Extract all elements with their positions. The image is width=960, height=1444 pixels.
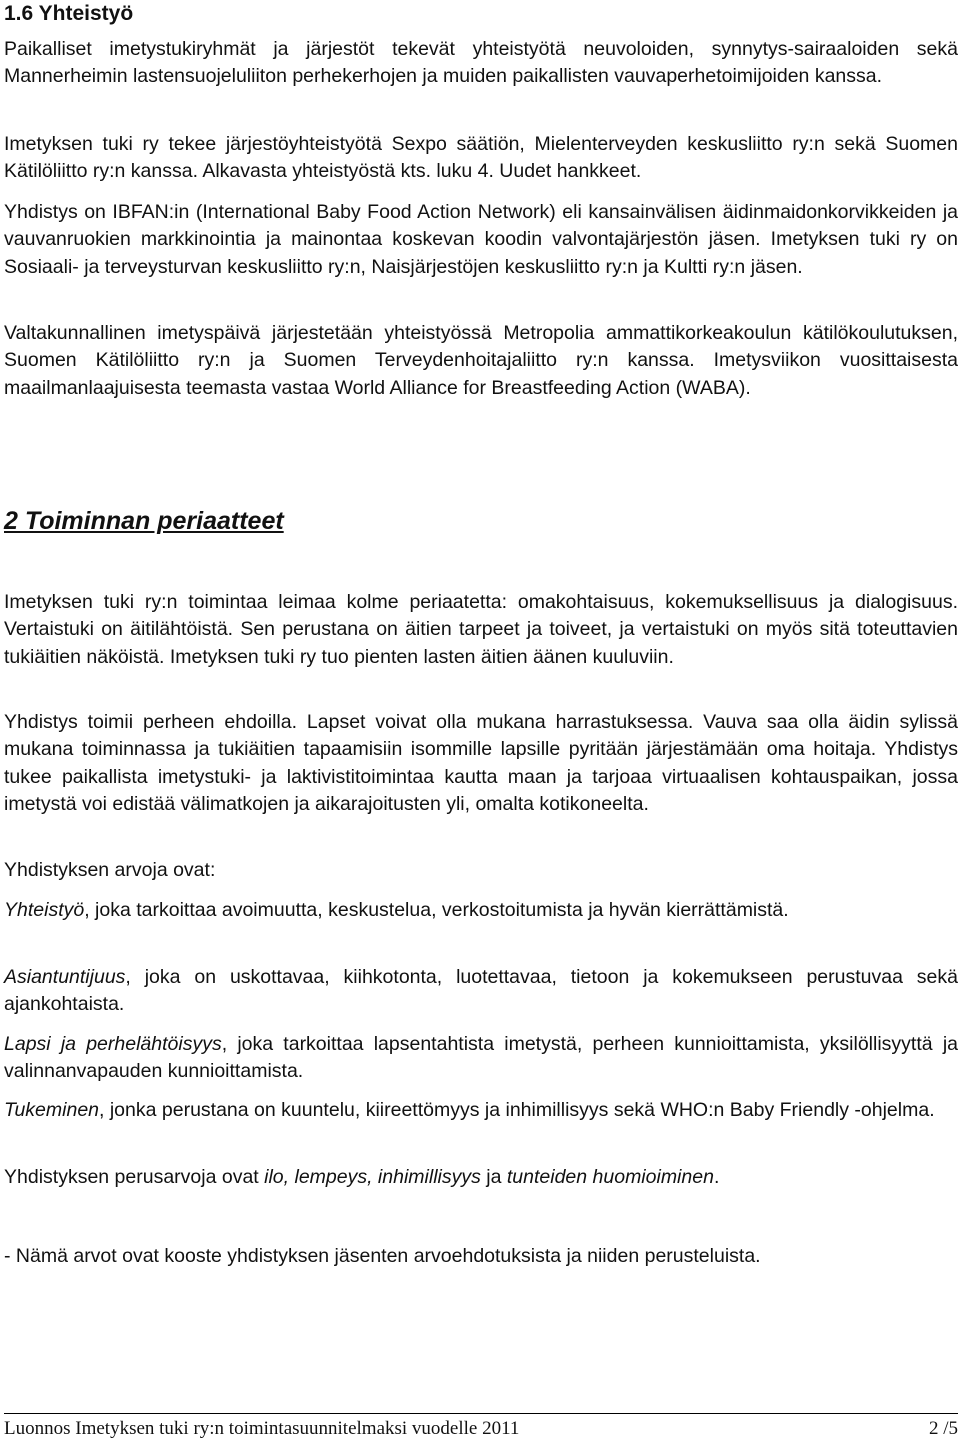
cooperation-paragraph-3: Yhdistys on IBFAN:in (International Baby Food Action Network) eli kansainvälisen äidinmaidonkorvikkeiden ja vauvanruokien markkinointia ja mainontaa koskevan koodin valvontajärjestön jäsen. Imetyksen tuki ry on Sosiaali- ja terveysturvan keskusliitto ry:n, Naisjärjestöjen keskusliitto ry:n ja Kultti ry:n jäsen.: [4, 201, 958, 278]
value-term: Yhteistyö: [4, 899, 85, 921]
value-item: [4, 1031, 958, 1086]
core-values-conjunction: ja: [480, 1166, 507, 1188]
core-values: [4, 1164, 958, 1191]
value-description: , jonka perustana on kuuntelu, kiireettömyys ja inhimillisyys sekä WHO:n Baby Friendly -ohjelma.: [99, 1099, 935, 1121]
value-term: Asiantuntijuus: [4, 966, 126, 988]
core-values-emphasis-2: tunteiden huomioiminen: [506, 1166, 714, 1188]
section-heading: 1.6 Yhteistyö: [4, 2, 134, 25]
principles-paragraph-2: Yhdistys toimii perheen ehdoilla. Lapset voivat olla mukana harrastuksessa. Vauva saa olla äidin sylissä mukana toiminnassa ja tukiäitien tapaamisiin isommille lapsille pyritään järjestämään oma hoitaja. Yhdistys tukee paikallista imetystuki- ja laktivistitoimintaa kautta maan ja tarjoaa virtuaalisen kohtauspaikan, jossa imetystä voi edistää välimatkojen ja aikarajoitusten yli, omalta kotikoneelta.: [4, 711, 958, 816]
footer-title: Luonnos Imetyksen tuki ry:n toimintasuunnitelmaksi vuodelle 2011: [4, 1418, 520, 1439]
core-values-prefix: Yhdistyksen perusarvoja ovat: [4, 1166, 265, 1188]
principles-paragraph-1: Imetyksen tuki ry:n toimintaa leimaa kolme periaatetta: omakohtaisuus, kokemuksellisuus ja dialogisuus. Vertaistuki on äitilähtöistä. Sen perustana on äitien tarpeet ja toiveet, ja vertaistuki on myös sitä toteuttavien tukiäitien näköistä. Imetyksen tuki ry tuo pienten lasten äitien äänen kuuluviin.: [4, 591, 958, 668]
page-number: 2 /5: [928, 1418, 958, 1439]
page-footer: [4, 1416, 958, 1442]
core-values-emphasis-1: ilo, lempeys, inhimillisyys: [264, 1166, 481, 1188]
cooperation-paragraph-1: Paikalliset imetystukiryhmät ja järjestöt tekevät yhteistyötä neuvoloiden, synnytys-sairaaloiden sekä Mannerheimin lastensuojeluliiton perhekerhojen ja muiden paikallisten vauvaperhetoimijoiden kanssa.: [4, 38, 958, 88]
value-description: , joka on uskottavaa, kiihkotonta, luotettavaa, tietoon ja kokemukseen perustuvaa sekä ajankohtaista.: [4, 966, 958, 1016]
value-item: [4, 897, 958, 924]
value-term: Tukeminen: [4, 1099, 100, 1121]
cooperation-paragraph-4: Valtakunnallinen imetyspäivä järjestetään yhteistyössä Metropolia ammattikorkeakoulun kätilökoulutuksen, Suomen Kätilöliitto ry:n ja Suomen Terveydenhoitajaliitto ry:n kanssa. Imetysviikon vuosittaisesta maailmanlaajuisesta teemasta vastaa World Alliance for Breastfeeding Action (WABA).: [4, 322, 958, 399]
value-description: , joka tarkoittaa lapsentahtista imetystä, perheen kunnioittamista, yksilöllisyyttä ja valinnanvapauden kunnioittamista.: [4, 1033, 958, 1083]
cooperation-paragraph-2: Imetyksen tuki ry tekee järjestöyhteistyötä Sexpo säätiön, Mielenterveyden keskusliitto ry:n sekä Suomen Kätilöliitto ry:n kanssa. Alkavasta yhteistyöstä kts. luku 4. Uudet hankkeet.: [4, 133, 958, 183]
values-intro: Yhdistyksen arvoja ovat:: [4, 859, 216, 881]
closing-note: - Nämä arvot ovat kooste yhdistyksen jäsenten arvoehdotuksista ja niiden perusteluista.: [4, 1245, 761, 1267]
value-item: [4, 1097, 958, 1124]
value-item: [4, 964, 958, 1019]
footer-divider: [4, 1413, 958, 1414]
chapter-heading: 2 Toiminnan periaatteet: [4, 507, 284, 535]
value-term: Lapsi ja perhelähtöisyys: [4, 1033, 222, 1055]
value-description: , joka tarkoittaa avoimuutta, keskustelua, verkostoitumista ja hyvän kierrättämistä.: [84, 899, 789, 921]
core-values-suffix: .: [713, 1166, 720, 1188]
